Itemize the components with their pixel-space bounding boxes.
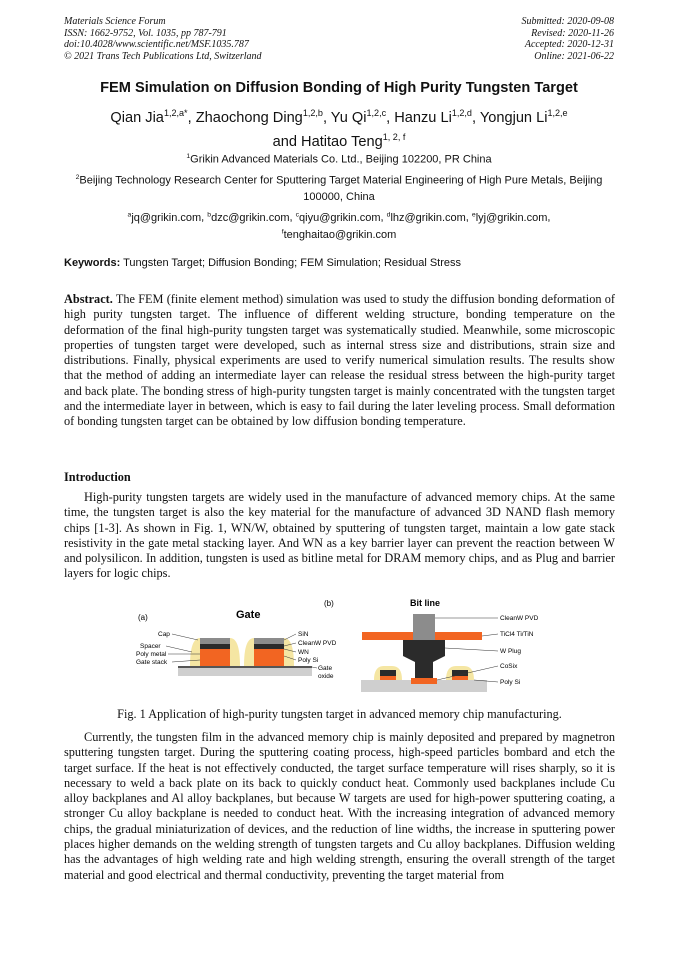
label-spacer: Spacer <box>140 643 161 650</box>
label-gate: Gate <box>318 665 333 672</box>
accepted-date: Accepted: 2020-12-31 <box>524 39 614 50</box>
panel-a-title: Gate <box>236 609 261 621</box>
author: Hanzu Li$^{1,2,d}$ <box>394 108 472 126</box>
abstract-label: Abstract. <box>64 292 113 306</box>
label-cleanw-pvd-a: CleanW PVD <box>298 640 337 647</box>
email-list: $^a$jq@grikin.com, $^b$dzc@grikin.com, $^c$qiyu@grikin.com, $^d$lhz@grikin.com, $^e$lyj@grikin.com, $^f$tenghaitao@grikin.com <box>127 211 551 241</box>
label-oxide: oxide <box>318 673 334 680</box>
email[interactable]: $^a$jq@grikin.com <box>127 211 202 224</box>
affiliation-2: $^2$Beijing Technology Research Center for Sputtering Target Material Engineering of High Pure Metals, Beijing 100000, China <box>75 174 603 203</box>
email[interactable]: $^f$tenghaitao@grikin.com <box>281 228 397 241</box>
panel-b-tag: (b) <box>324 599 334 608</box>
panel-b-title: Bit line <box>410 598 441 608</box>
label-cosix: CoSix <box>500 663 518 670</box>
abstract-text: The FEM (finite element method) simulation was used to study the diffusion bonding deformation of high purity tungsten target. The influence of different welding structure, bonding temperature on the deformation of the final high-purity tungsten target was systematically studied. Meanwhile, some microscopic properties of tungsten target were developed, such as internal stress size and distributions, strain size and distributions. Finally, physical experiments are used to verify numerical simulation results. The results show that the method of adding an intermediate layer can release the residual stress between the high-purity target and back plate. The bonding stress of high-purity tungsten target is mainly concentrated with the tungsten target and the intermediate layer in between, which is easy to fail during the later leveling process. Small deformation of bonding tungsten target can be obtained by low diffusion bonding temperature. <box>64 292 615 429</box>
author-list: Qian Jia$^{1,2,a*}$, Zhaochong Ding$^{1,2,b}$, Yu Qi$^{1,2,c}$, Hanzu Li$^{1,2,d}$, Yongjun Li$^{1,2,e}$ and Hatitao Teng$^{1, 2, f}$ <box>110 108 568 150</box>
doi: doi:10.4028/www.scientific.net/MSF.1035.787 <box>64 39 249 50</box>
author: Yu Qi$^{1,2,c}$ <box>330 108 387 126</box>
figure-1-caption: Fig. 1 Application of high-purity tungsten target in advanced memory chip manufacturing. <box>117 707 562 721</box>
label-sin: SiN <box>298 631 309 638</box>
label-poly-si-b: Poly Si <box>500 679 521 686</box>
journal-name: Materials Science Forum <box>64 16 166 27</box>
affiliation-1: $^1$Grikin Advanced Materials Co. Ltd., Beijing 102200, PR China <box>186 153 492 166</box>
label-wn: WN <box>298 649 309 656</box>
label-cleanw-pvd-b: CleanW PVD <box>500 615 539 622</box>
intro-paragraph-1: High-purity tungsten targets are widely used in the manufacture of advanced memory chips. At the same time, the tungsten target is also the key material for the manufacture of advanced 3D NAND flash memory chips [1-3]. As shown in Fig. 1, WN/W, obtained by sputtering of tungsten target, maintain a low gate stack resistivity in the gate metal stacking layer. And WN as a key barrier layer can prevent the reaction between W and polysilicon. In addition, tungsten is used as bitline metal for DRAM memory chips, and as Plug and barrier layers for logic chips. <box>64 490 615 581</box>
abstract <box>64 292 615 430</box>
gate-diagram <box>178 638 312 676</box>
keywords-label: Keywords: <box>64 257 121 269</box>
journal-header <box>64 16 262 62</box>
intro-paragraph-2: Currently, the tungsten film in the advanced memory chip is mainly deposited and prepared by magnetron sputtering tungsten target. During the sputtering coating process, high-speed particles bombard and etch the target surface. If the heat is not effectively conducted, the target surface temperature will rises sharply, so it is necessary to weld a back plate on its back to quickly conduct heat. Commonly used backplanes include Cu alloy backplanes and Al alloy backplanes, but because W targets are used for high-power sputtering coating, a stronger Cu alloy backplane is needed to conduct heat. With the increasing integration of advanced memory chips, the gradual miniaturization of devices, and the reduction of line widths, the increase in sputtering power places higher demands on the welding strength of tungsten targets and Cu alloy backplanes. Diffusion welding has the advantages of high welding rate and high welding strength, ensuring the overall strength of the target material and good electrical and thermal conductivity, preventing the target material from <box>64 730 615 882</box>
author: Hatitao Teng$^{1, 2, f}$ <box>301 131 406 150</box>
copyright: © 2021 Trans Tech Publications Ltd, Switzerland <box>64 50 262 62</box>
label-poly-metal: Poly metal <box>136 651 167 658</box>
keywords <box>64 257 624 269</box>
label-w-plug: W Plug <box>500 648 521 655</box>
author: Qian Jia$^{1,2,a*}$ <box>110 108 188 126</box>
section-heading-introduction: Introduction <box>64 470 131 484</box>
email[interactable]: $^e$lyj@grikin.com <box>471 211 548 224</box>
panel-a-tag: (a) <box>138 613 148 622</box>
submitted-date: Submitted: 2020-09-08 <box>521 16 614 27</box>
email[interactable]: $^d$lhz@grikin.com <box>386 211 466 224</box>
online-date: Online: 2021-06-22 <box>534 50 614 62</box>
paper-title: FEM Simulation on Diffusion Bonding of High Purity Tungsten Target <box>100 80 578 96</box>
author: Zhaochong Ding$^{1,2,b}$ <box>195 108 323 126</box>
bitline-diagram <box>361 614 487 692</box>
dates-header <box>522 16 615 62</box>
email[interactable]: $^b$dzc@grikin.com <box>207 211 290 224</box>
author: Yongjun Li$^{1,2,e}$ <box>479 108 568 126</box>
issn: ISSN: 1662-9752, Vol. 1035, pp 787-791 <box>64 27 227 39</box>
figure-1 <box>128 596 558 704</box>
label-gate-stack: Gate stack <box>136 659 168 666</box>
label-poly-si-a: Poly Si <box>298 657 319 664</box>
keywords-text: Tungsten Target; Diffusion Bonding; FEM Simulation; Residual Stress <box>123 257 462 269</box>
label-cap: Cap <box>158 631 170 638</box>
email[interactable]: $^c$qiyu@grikin.com <box>295 211 381 224</box>
label-ticl4: TiCl4 Ti/TiN <box>500 631 534 638</box>
revised-date: Revised: 2020-11-26 <box>531 27 614 39</box>
